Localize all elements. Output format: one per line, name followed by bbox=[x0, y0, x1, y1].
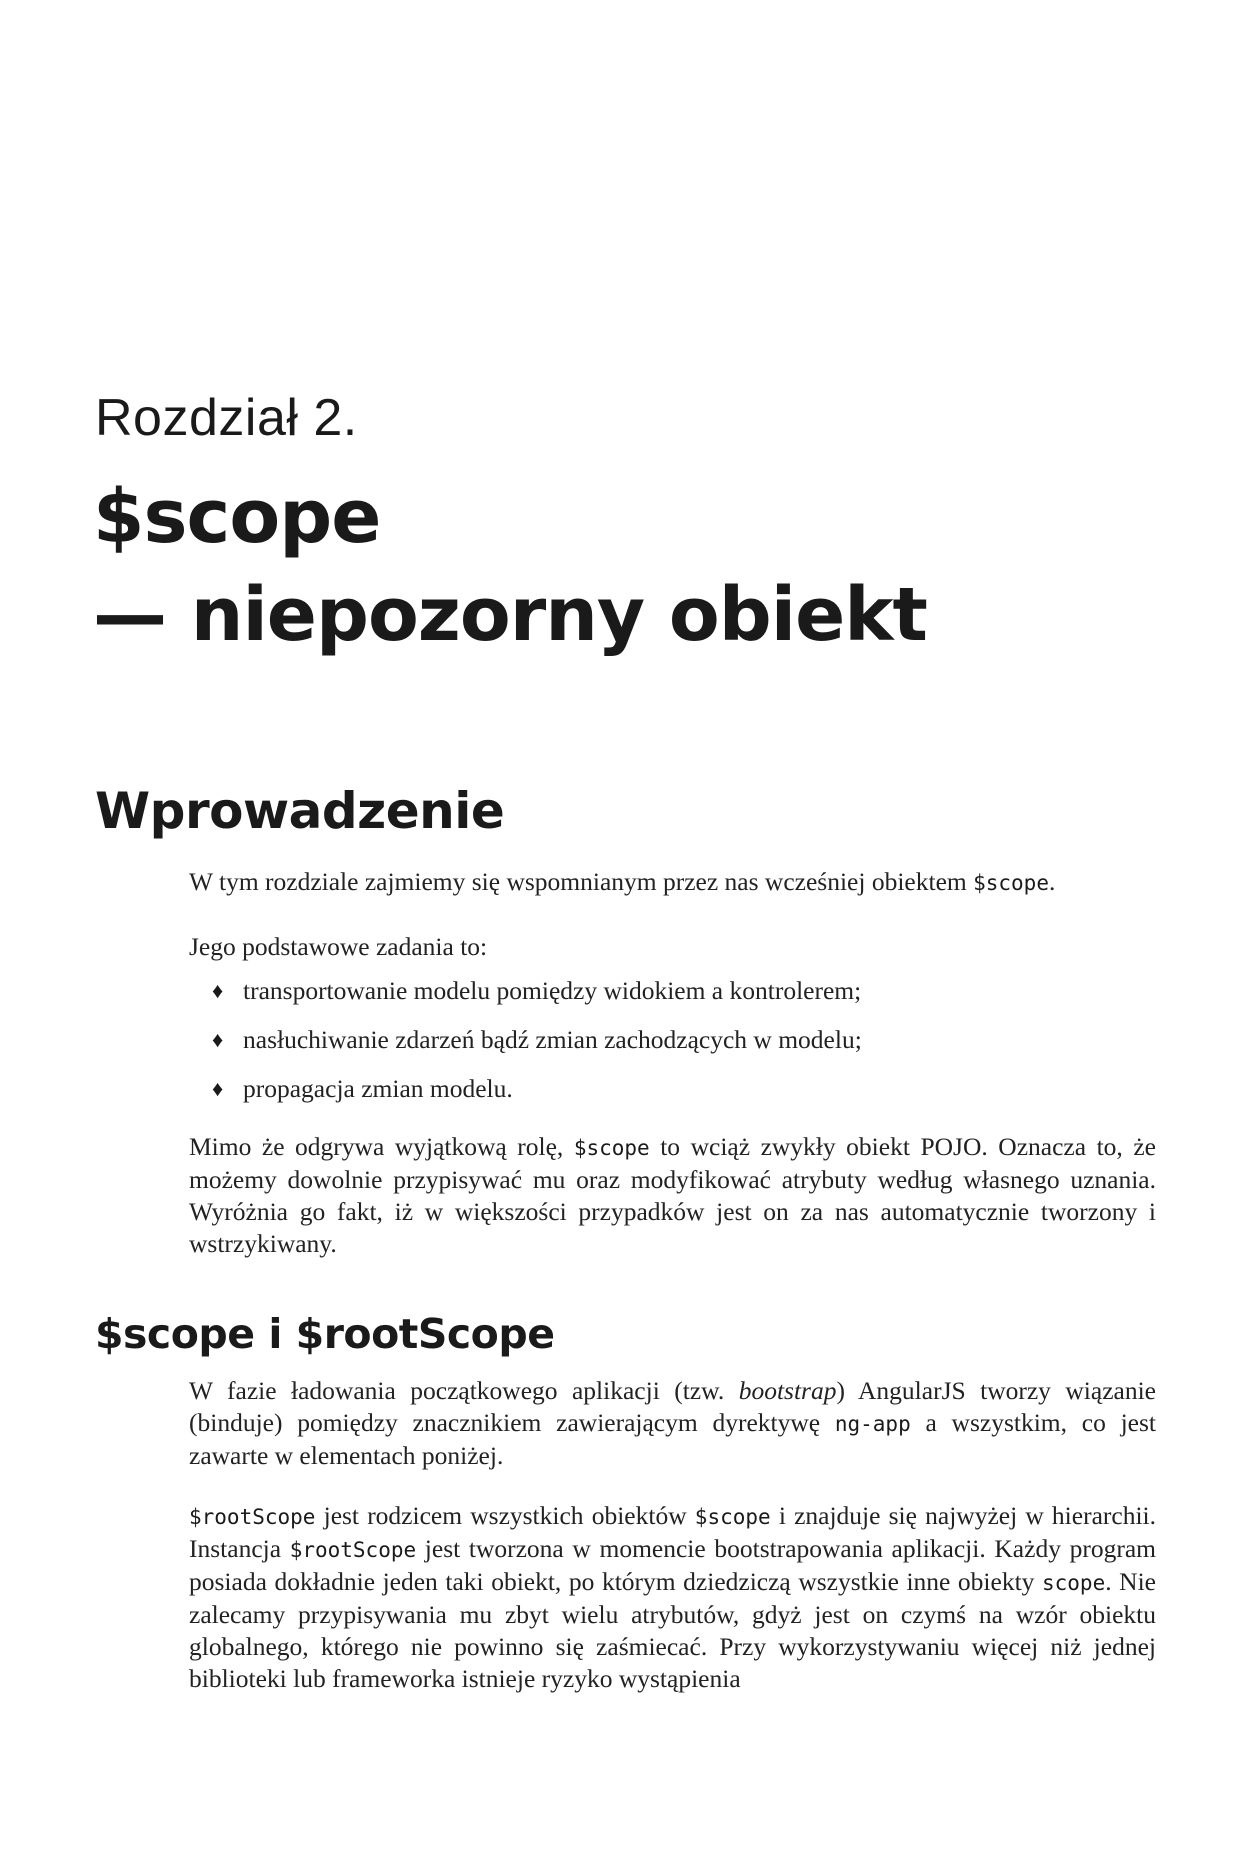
emphasis-bootstrap: bootstrap bbox=[738, 1376, 837, 1405]
intro-paragraph-3 bbox=[189, 1131, 1156, 1260]
list-item-text: propagacja zmian modelu. bbox=[243, 1074, 513, 1103]
scope-paragraph-2 bbox=[189, 1500, 1156, 1695]
inline-code: $scope bbox=[973, 871, 1049, 895]
intro-p1-end: . bbox=[1048, 867, 1056, 896]
chapter-title bbox=[93, 468, 927, 664]
chapter-title-line-2: — niepozorny obiekt bbox=[93, 572, 927, 658]
scope-p2-text-4: . Nie zalecamy przypisywania mu zbyt wielu atrybutów, gdyż jest on czymś na wzór obiektu globalnego, którego nie powinno się zaśmiecać. Przy wykorzystywaniu więcej niż jednej biblioteki lub frameworka istnieje ryzyko wystąpienia bbox=[189, 1567, 1156, 1693]
scope-p1-after: a wszystkim, co jest zawarte w elementach poniżej. bbox=[189, 1408, 1156, 1470]
list-item bbox=[212, 1073, 862, 1122]
intro-p3-before: Mimo że odgrywa wyjątkową rolę, bbox=[189, 1132, 574, 1161]
chapter-title-line-1: $scope bbox=[93, 474, 381, 560]
intro-paragraph-2 bbox=[189, 931, 1156, 963]
chapter-number: Rozdział 2. bbox=[95, 389, 358, 447]
task-list bbox=[212, 975, 862, 1122]
list-item-text: transportowanie modelu pomiędzy widokiem a kontrolerem; bbox=[243, 976, 862, 1005]
diamond-bullet-icon: ♦ bbox=[212, 1027, 224, 1052]
inline-code: ng-app bbox=[834, 1412, 911, 1436]
section-heading-scope-rootscope: $scope i $rootScope bbox=[95, 1310, 555, 1358]
scope-p1-before: W fazie ładowania początkowego aplikacji (tzw. bbox=[189, 1376, 739, 1405]
scope-p1-middle: ) AngularJS tworzy wiązanie (binduje) pomiędzy znacznikiem zawierającym dyrektywę bbox=[189, 1376, 1156, 1437]
inline-code: $scope bbox=[694, 1505, 771, 1529]
scope-p2-text-2: i znajduje się najwyżej w hierarchii. Instancja bbox=[189, 1501, 1156, 1563]
intro-paragraph-1 bbox=[189, 866, 1156, 899]
inline-code: $rootScope bbox=[189, 1505, 316, 1529]
list-item-text: nasłuchiwanie zdarzeń bądź zmian zachodzących w modelu; bbox=[243, 1025, 862, 1054]
scope-p2-text-1: jest rodzicem wszystkich obiektów bbox=[315, 1501, 695, 1530]
scope-p2-text-3: jest tworzona w momencie bootstrapowania aplikacji. Każdy program posiada dokładnie jeden taki obiekt, po którym dziedziczą wszystkie inne obiekty bbox=[189, 1534, 1156, 1596]
intro-p1-text: W tym rozdziale zajmiemy się wspomnianym przez nas wcześniej obiektem bbox=[189, 867, 974, 896]
list-item bbox=[212, 975, 862, 1024]
inline-code: $rootScope bbox=[289, 1538, 417, 1562]
list-item bbox=[212, 1024, 862, 1073]
scope-paragraph-1 bbox=[189, 1375, 1156, 1472]
intro-p3-after: to wciąż zwykły obiekt POJO. Oznacza to, że możemy dowolnie przypisywać mu oraz modyfikować atrybuty według własnego uznania. Wyróżnia go fakt, iż w większości przypadków jest on za nas automatycznie tworzony i wstrzykiwany. bbox=[189, 1132, 1156, 1258]
section-heading-wprowadzenie: Wprowadzenie bbox=[95, 782, 505, 840]
inline-code: $scope bbox=[573, 1136, 650, 1160]
diamond-bullet-icon: ♦ bbox=[212, 1076, 224, 1101]
inline-code: scope bbox=[1042, 1571, 1106, 1595]
intro-p2-text: Jego podstawowe zadania to: bbox=[189, 932, 488, 961]
diamond-bullet-icon: ♦ bbox=[212, 978, 224, 1003]
